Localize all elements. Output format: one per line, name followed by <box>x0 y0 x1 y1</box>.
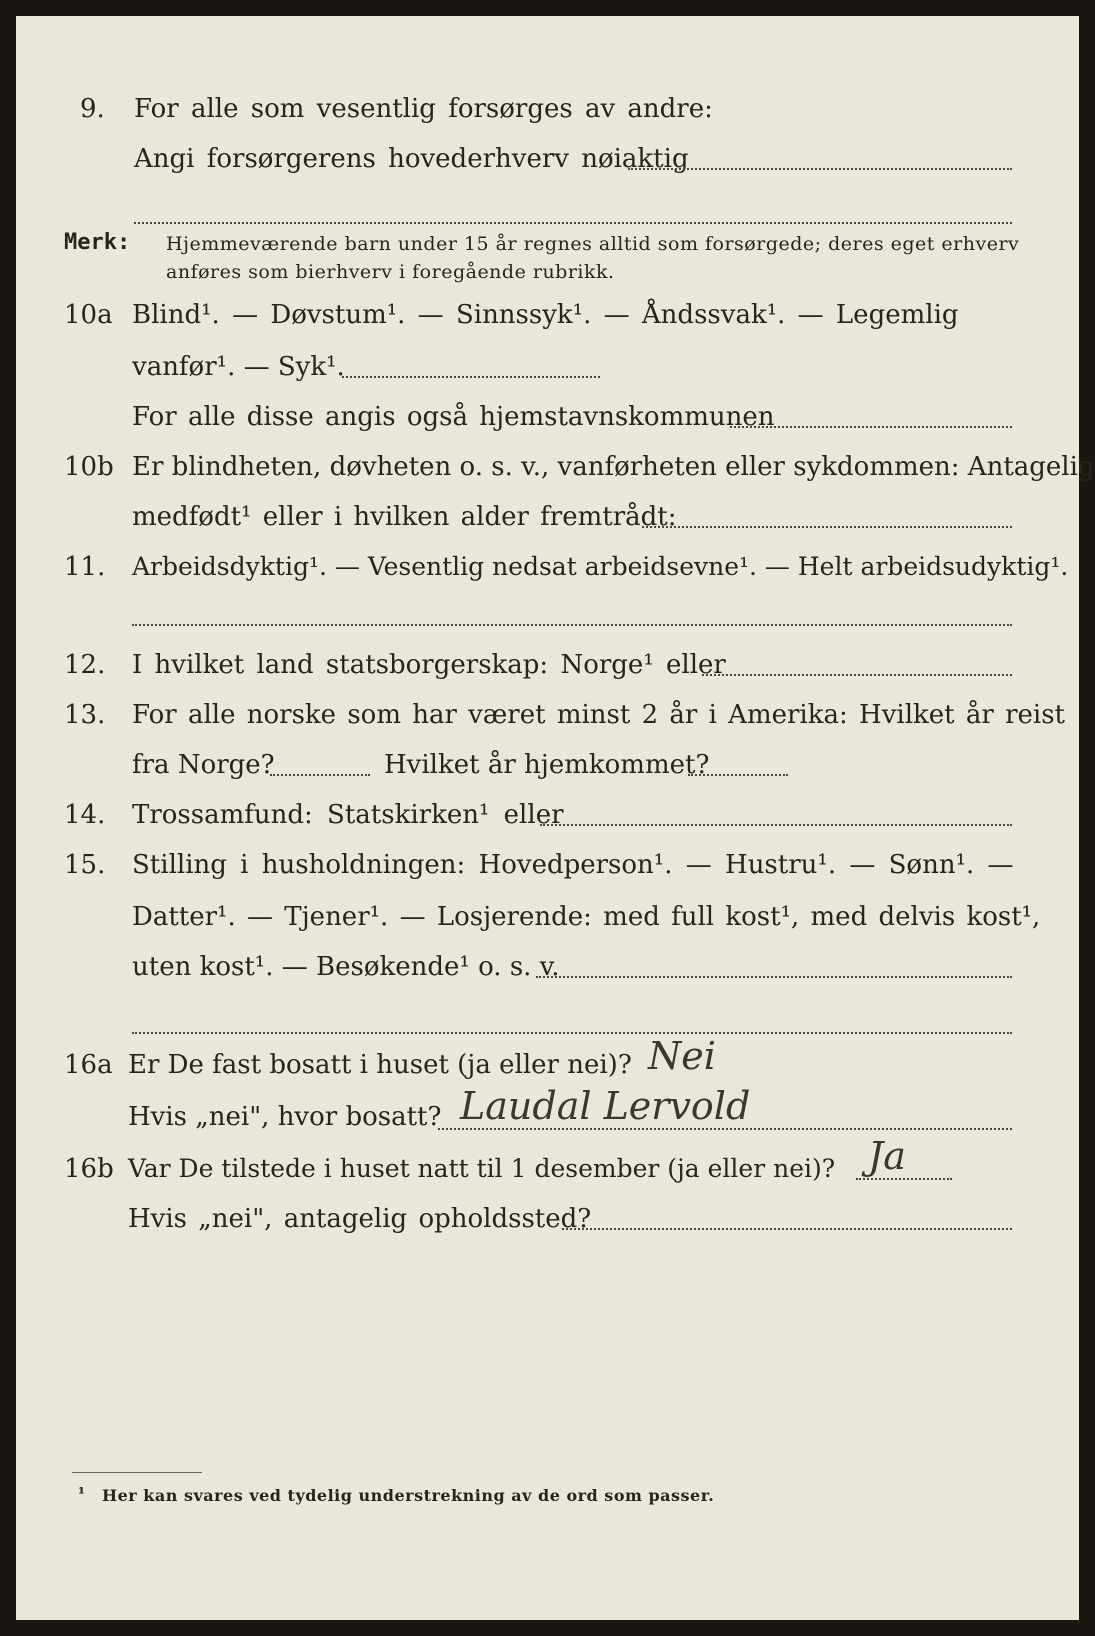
q16a-number: 16a <box>64 1050 113 1080</box>
q14-line1: Trossamfund: Statskirken¹ eller <box>132 800 564 830</box>
q12-number: 12. <box>64 650 106 680</box>
q13-hjemkommet-line[interactable] <box>688 774 788 776</box>
q16a-line2: Hvis „nei", hvor bosatt? <box>128 1102 442 1132</box>
q16a-answer1: Nei <box>648 1034 716 1078</box>
merk-line1: Hjemmeværende barn under 15 år regnes alltid som forsørgede; deres eget erhverv <box>166 233 1020 255</box>
q10b-number: 10b <box>64 452 114 482</box>
q9-answer-line[interactable] <box>628 168 1012 170</box>
q16b-line2: Hvis „nei", antagelig opholdssted? <box>128 1204 592 1234</box>
q9-answer-line-2[interactable] <box>134 222 1012 224</box>
q10a-number: 10a <box>64 300 113 330</box>
q10a-line2: vanfør¹. — Syk¹. <box>132 352 345 382</box>
merk-label: Merk: <box>64 230 131 255</box>
q16b-opholdssted-line[interactable] <box>562 1228 1012 1230</box>
q10a-hjemstavn-line[interactable] <box>730 426 1012 428</box>
q10a-line1: Blind¹. — Døvstum¹. — Sinnssyk¹. — Åndssvak¹. — Legemlig <box>132 300 959 330</box>
q13-line2a: fra Norge? <box>132 750 275 780</box>
q14-answer-line[interactable] <box>540 824 1012 826</box>
q11-line1: Arbeidsdyktig¹. — Vesentlig nedsat arbeidsevne¹. — Helt arbeidsudyktig¹. <box>132 552 1069 581</box>
q13-line1: For alle norske som har været minst 2 år i Amerika: Hvilket år reist <box>132 700 1065 730</box>
q9-line1: For alle som vesentlig forsørges av andre: <box>134 94 713 124</box>
q15-answer-line[interactable] <box>536 976 1012 978</box>
q10a-line3: For alle disse angis også hjemstavnskommunen <box>132 402 775 432</box>
q13-reist-line[interactable] <box>270 774 370 776</box>
q11-answer-line[interactable] <box>132 624 1012 626</box>
q10a-syk-line[interactable] <box>342 376 600 378</box>
footnote-text: Her kan svares ved tydelig understrekning av de ord som passer. <box>102 1486 715 1505</box>
q15-line1: Stilling i husholdningen: Hovedperson¹. — Hustru¹. — Sønn¹. — <box>132 850 1014 880</box>
footnote-mark: ¹ <box>78 1484 86 1503</box>
merk-line2: anføres som bierhverv i foregående rubrikk. <box>166 261 615 283</box>
q16a-answer2: Laudal Lervold <box>460 1084 751 1128</box>
q9-number: 9. <box>80 94 105 124</box>
q11-number: 11. <box>64 552 106 582</box>
q10b-line2: medfødt¹ eller i hvilken alder fremtrådt: <box>132 502 677 532</box>
q12-answer-line[interactable] <box>702 674 1012 676</box>
q16a-line1: Er De fast bosatt i huset (ja eller nei)? <box>128 1050 632 1080</box>
q16a-bosatt-line[interactable] <box>438 1128 1012 1130</box>
q10b-line1: Er blindheten, døvheten o. s. v., vanførheten eller sykdommen: Antagelig <box>132 452 1095 482</box>
q16b-line1: Var De tilstede i huset natt til 1 desember (ja eller nei)? <box>128 1154 836 1183</box>
q16b-number: 16b <box>64 1154 114 1184</box>
census-form-page <box>16 16 1095 1620</box>
q16b-answer-line[interactable] <box>856 1178 952 1180</box>
q9-line2: Angi forsørgerens hovederhverv nøiaktig <box>134 144 689 174</box>
footnote-rule <box>72 1472 202 1473</box>
q15-line3: uten kost¹. — Besøkende¹ o. s. v. <box>132 952 560 982</box>
q10b-answer-line[interactable] <box>642 526 1012 528</box>
q13-line2b: Hvilket år hjemkommet? <box>384 750 710 780</box>
q13-number: 13. <box>64 700 106 730</box>
q12-line1: I hvilket land statsborgerskap: Norge¹ eller <box>132 650 726 680</box>
q15-number: 15. <box>64 850 106 880</box>
q14-number: 14. <box>64 800 106 830</box>
q15-answer-line-2[interactable] <box>132 1032 1012 1034</box>
q15-line2: Datter¹. — Tjener¹. — Losjerende: med full kost¹, med delvis kost¹, <box>132 902 1041 932</box>
q16b-answer1: Ja <box>868 1134 906 1178</box>
